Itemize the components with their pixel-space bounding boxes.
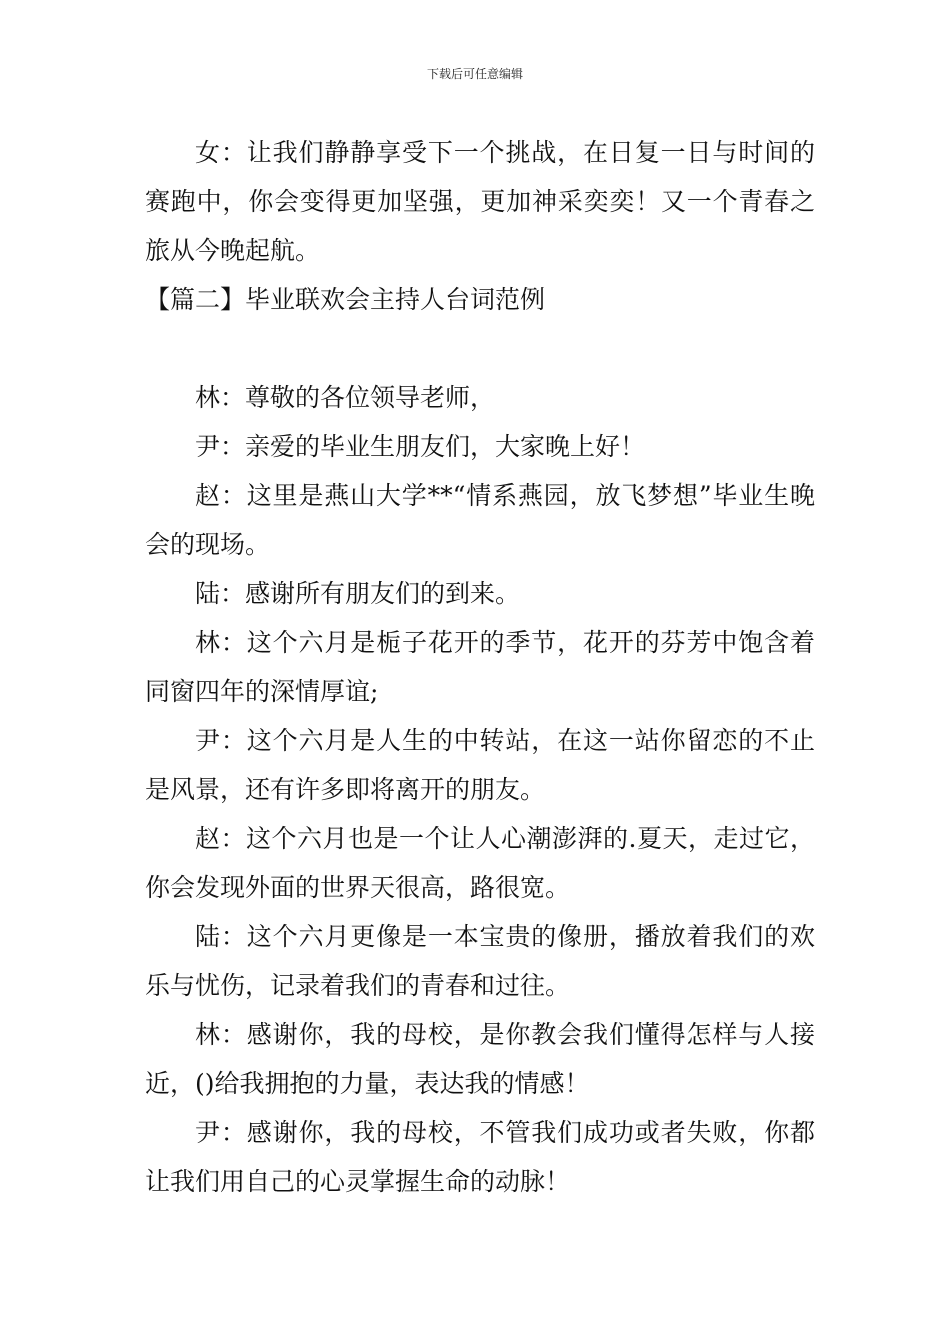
paragraph-lin-greeting: 林：尊敬的各位领导老师，: [195, 383, 496, 412]
paragraph-yin-june: 尹：这个六月是人生的中转站，在这一站你留恋的不止是风景，还有许多即将离开的朋友。: [145, 726, 815, 804]
paragraph-yin-greeting: 尹：亲爱的毕业生朋友们，大家晚上好！: [195, 432, 646, 461]
paragraph-yin-alma-mater: 尹：感谢你，我的母校，不管我们成功或者失败，你都让我们用自己的心灵掌握生命的动脉！: [145, 1118, 815, 1196]
paragraph-female-host: 女：让我们静静享受下一个挑战，在日复一日与时间的赛跑中，你会变得更加坚强，更加神采奕奕！又一个青春之旅从今晚起航。: [145, 138, 815, 265]
paragraph-lin-june: 林：这个六月是栀子花开的季节，花开的芬芳中饱含着同窗四年的深情厚谊;: [145, 628, 815, 706]
paragraph-zhao-june: 赵：这个六月也是一个让人心潮澎湃的.夏天，走过它，你会发现外面的世界天很高，路很宽。: [145, 824, 815, 902]
section-title: 【篇二】毕业联欢会主持人台词范例: [145, 285, 546, 314]
document-body: [145, 128, 815, 1206]
paragraph-lin-alma-mater: 林：感谢你，我的母校，是你教会我们懂得怎样与人接近，()给我拥抱的力量，表达我的情感！: [145, 1020, 815, 1098]
paragraph-zhao-venue: 赵：这里是燕山大学**“情系燕园，放飞梦想”毕业生晚会的现场。: [145, 481, 815, 559]
paragraph-lu-june: 陆：这个六月更像是一本宝贵的像册，播放着我们的欢乐与忧伤，记录着我们的青春和过往。: [145, 922, 815, 1000]
page-header: 下载后可任意编辑: [426, 67, 523, 81]
blank-line: [145, 324, 815, 373]
paragraph-lu-thanks: 陆：感谢所有朋友们的到来。: [195, 579, 521, 608]
